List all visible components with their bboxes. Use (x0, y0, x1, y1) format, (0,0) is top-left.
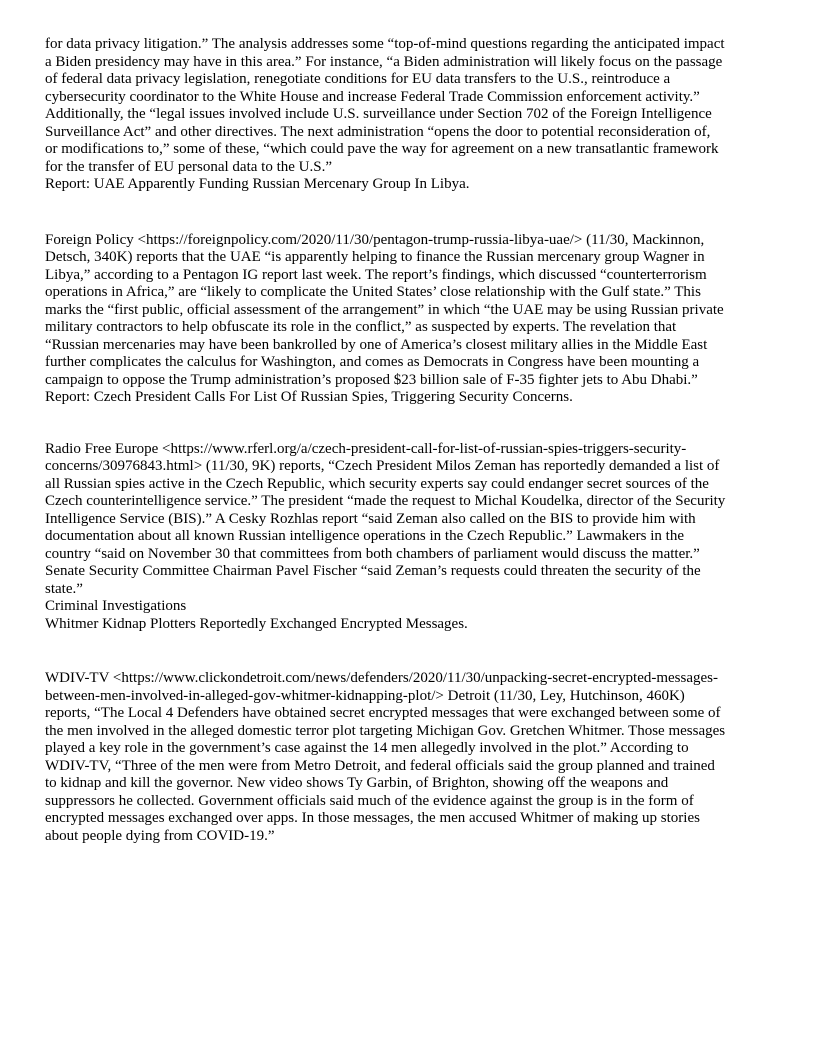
headline-czech-spies: Report: Czech President Calls For List Of Russian Spies, Triggering Security Concerns. (45, 389, 573, 405)
paragraph-data-privacy: for data privacy litigation.” The analysis addresses some “top-of-mind questions regarding the anticipated impact a Biden presidency may have in this area.” For instance, “a Biden administration will likely focus on the passage of federal data privacy legislation, renegotiate conditions for EU data transfers to the U.S., reintroduce a cybersecurity coordinator to the White House and increase Federal Trade Commission enforcement activity.” Additionally, the “legal issues involved include U.S. surveillance under Section 702 of the Foreign Intelligence Surveillance Act” and other directives. The next administration “opens the door to potential reconsideration of, or modifications to,” some of these, “which could pave the way for agreement on a new transatlantic framework for the transfer of EU personal data to the U.S.” (45, 36, 725, 175)
paragraph-whitmer-plot: WDIV-TV <https://www.clickondetroit.com/news/defenders/2020/11/30/unpacking-secret-encrypted-messages- between-men-involved-in-alleged-gov-whitmer-kidnapping-plot/> Detroit (11/30, Ley, Hutchinson, 460K) reports, “The Local 4 Defenders have obtained secret encrypted messages that were exchanged between some of the men involved in the alleged domestic terror plot targeting Michigan Gov. Gretchen Whitmer. Those messages played a key role in the government’s case against the 14 men allegedly involved in the plot.” According to WDIV-TV, “Three of the men were from Metro Detroit, and federal officials said the group planned and trained to kidnap and kill the governor. New video shows Ty Garbin, of Brighton, showing off the weapons and suppressors he collected. Government officials said much of the evidence against the group is in the form of encrypted messages exchanged over apps. In those messages, the men accused Whitmer of making up stories about people dying from COVID-19.” (45, 670, 726, 844)
paragraph-czech-spies: Radio Free Europe <https://www.rferl.org/a/czech-president-call-for-list-of-russian-spies-triggers-security- concerns/30976843.html> (11/30, 9K) reports, “Czech President Milos Zeman has reportedly demanded a list of all Russian spies active in the Czech Republic, which security experts say could endanger secret sources of the Czech counterintelligence service.” The president “made the request to Michal Koudelka, director of the Security Intelligence Service (BIS).” A Cesky Rozhlas report “said Zeman also called on the BIS to provide him with documentation about all known Russian intelligence operations in the Czech Republic.” Lawmakers in the country “said on November 30 that committees from both chambers of parliament would discuss the matter.” Senate Security Committee Chairman Pavel Fischer “said Zeman’s requests could threaten the security of the state.” (45, 440, 726, 597)
paragraph-uae-funding: Foreign Policy <https://foreignpolicy.com/2020/11/30/pentagon-trump-russia-libya-uae/> (11/30, Mackinnon, Detsch, 340K) reports that the UAE “is apparently helping to finance the Russian mercenary group Wagner in Libya,” according to a Pentagon IG report last week. The report’s findings, which discussed “counterterrorism operations in Africa,” are “likely to complicate the United States’ close relationship with the Gulf state.” This marks the “first public, official assessment of the arrangement” in which “the UAE may be using Russian private military contractors to help obfuscate its role in the conflict,” as suspected by experts. The revelation that “Russian mercenaries may have been bankrolled by one of America’s closest military allies in the Middle East further complicates the calculus for Washington, and comes as Democrats in Congress have been mounting a campaign to oppose the Trump administration’s proposed $23 billion sale of F-35 fighter jets to Abu Dhabi.” (45, 231, 724, 388)
headline-uae-funding: Report: UAE Apparently Funding Russian Mercenary Group In Libya. (45, 176, 470, 192)
headline-whitmer-plot: Whitmer Kidnap Plotters Reportedly Exchanged Encrypted Messages. (45, 615, 468, 632)
document-page (45, 36, 777, 845)
section-heading-criminal-investigations: Criminal Investigations (45, 598, 187, 614)
